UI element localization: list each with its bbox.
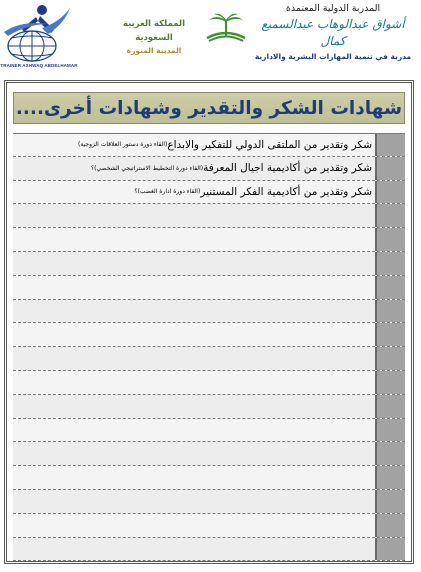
row-sidebar [375, 490, 405, 513]
list-item [13, 347, 405, 371]
list-item [13, 181, 405, 205]
row-sidebar [375, 514, 405, 537]
trainer-specialty: مدربة في تنمية المهارات البشرية والادارية [254, 52, 412, 61]
palm-emblem-icon [201, 12, 251, 44]
row-text-area [13, 538, 375, 561]
row-text-area [13, 228, 375, 251]
row-text-area [13, 157, 375, 180]
row-sidebar [375, 371, 405, 394]
trainer-info-block [250, 2, 416, 63]
certificate-note: (القاء دورة دستور العلاقات الزوجية) [78, 141, 168, 149]
palm-swords-emblem [201, 12, 251, 44]
page-frame [4, 80, 414, 564]
list-item [13, 490, 405, 514]
certificate-title: شكر وتقدير من أكاديمية الفكر المستنير [200, 185, 372, 198]
row-text-area [13, 323, 375, 346]
country-name: المملكة العربية السعودية [122, 19, 186, 43]
list-item [13, 276, 405, 300]
row-text-area [13, 395, 375, 418]
row-sidebar [375, 228, 405, 251]
row-sidebar [375, 419, 405, 442]
row-text-area [13, 204, 375, 227]
row-text-area [13, 419, 375, 442]
certificate-note: (القاء دورة التخطيط الاستراتيجي الشخصي)؟ [91, 164, 204, 172]
list-item [13, 442, 405, 466]
country-city-block [111, 17, 197, 57]
page-title: شهادات الشكر والتقدير وشهادات أخرى.... [15, 97, 403, 119]
list-item [13, 204, 405, 228]
certificate-title: شكر وتقدير من الملتقى الدولي للتفكير والابداع [167, 138, 372, 151]
list-item [13, 300, 405, 324]
list-item [13, 538, 405, 562]
row-text-area [13, 371, 375, 394]
list-item [13, 514, 405, 538]
row-sidebar [375, 538, 405, 561]
list-item [13, 157, 405, 181]
row-sidebar [375, 300, 405, 323]
row-text-area [13, 181, 375, 204]
row-sidebar [375, 252, 405, 275]
row-text-area [13, 466, 375, 489]
list-item [13, 395, 405, 419]
list-item [13, 133, 405, 157]
certificate-note: (القاء دورة ادارة الغضب)؟ [134, 188, 201, 196]
list-item [13, 323, 405, 347]
row-sidebar [375, 181, 405, 204]
list-item [13, 466, 405, 490]
row-text-area [13, 442, 375, 465]
row-sidebar [375, 395, 405, 418]
row-sidebar [375, 276, 405, 299]
row-sidebar [375, 134, 405, 156]
row-text-area [13, 347, 375, 370]
trainer-name: أشواق عبدالوهاب عبدالسميع كمال [261, 17, 405, 48]
row-sidebar [375, 204, 405, 227]
certificate-title: شكر وتقدير من أكاديمية اجيال المعرفة [203, 162, 372, 175]
list-item [13, 252, 405, 276]
list-item [13, 371, 405, 395]
row-text-area [13, 134, 375, 156]
list-item [13, 419, 405, 443]
globe-person-icon [2, 2, 72, 64]
row-sidebar [375, 347, 405, 370]
row-sidebar [375, 157, 405, 180]
trainer-title: المدربة الدولية المعتمدة [285, 3, 381, 14]
logo-caption: TRAINER ASHWAQ ABDELHAMAR [0, 63, 78, 68]
city-name: المدينة المنورة [126, 46, 182, 55]
title-banner [13, 92, 405, 124]
row-text-area [13, 300, 375, 323]
trainer-logo [2, 2, 72, 64]
row-text-area [13, 490, 375, 513]
row-text-area [13, 252, 375, 275]
list-item [13, 228, 405, 252]
row-sidebar [375, 466, 405, 489]
row-sidebar [375, 442, 405, 465]
row-sidebar [375, 323, 405, 346]
row-text-area [13, 276, 375, 299]
row-text-area [13, 514, 375, 537]
certificates-list [13, 133, 405, 561]
